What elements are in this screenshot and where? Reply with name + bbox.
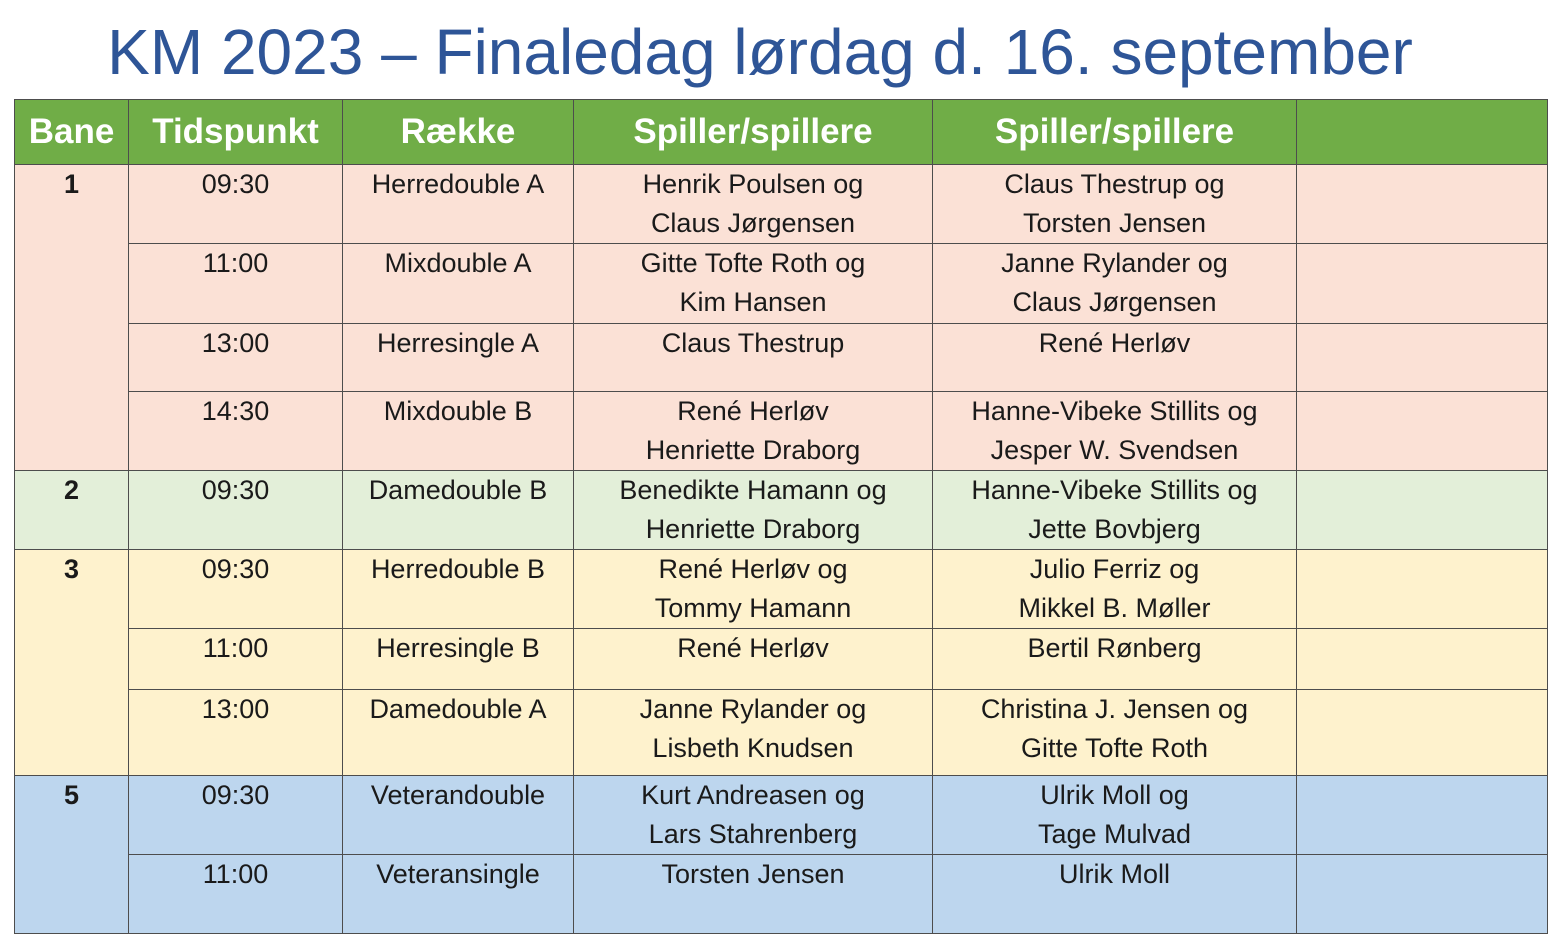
event-cell: Mixdouble B [343, 392, 574, 471]
time-cell: 13:00 [129, 324, 343, 392]
bane-empty-cell [15, 690, 129, 776]
player-line: Henriette Draborg [645, 514, 861, 544]
player-line: Torsten Jensen [1022, 208, 1207, 238]
table-row [15, 776, 1548, 855]
player-line: Julio Ferriz og [1029, 554, 1200, 584]
player-line: Bertil Rønberg [1027, 633, 1202, 663]
player-line: Lisbeth Knudsen [652, 733, 854, 763]
time-cell: 09:30 [129, 776, 343, 855]
player-line: Claus Jørgensen [650, 208, 856, 238]
player-line: Tage Mulvad [1037, 819, 1192, 849]
event-cell: Herredouble A [343, 165, 574, 244]
player1-cell [574, 165, 933, 244]
empty-cell [1297, 629, 1548, 690]
table-row [15, 550, 1548, 629]
time-cell: 11:00 [129, 629, 343, 690]
player-line: Lars Stahrenberg [648, 819, 858, 849]
player2-cell [933, 550, 1297, 629]
player-line: Jesper W. Svendsen [990, 435, 1239, 465]
table-row [15, 855, 1548, 934]
event-cell: Veteransingle [343, 855, 574, 934]
player2-cell [933, 776, 1297, 855]
player-line: Christina J. Jensen og [980, 694, 1249, 724]
player-line: Tommy Hamann [654, 593, 852, 623]
bane-label: 1 [15, 165, 129, 471]
time-cell: 13:00 [129, 690, 343, 776]
player1-cell [574, 244, 933, 324]
empty-cell [1297, 471, 1548, 550]
player1-cell [574, 392, 933, 471]
table-row [15, 629, 1548, 690]
time-cell: 11:00 [129, 855, 343, 934]
player-line: Gitte Tofte Roth [1020, 733, 1209, 763]
player1-cell [574, 690, 933, 776]
page-title: KM 2023 – Finaledag lørdag d. 16. september [107, 16, 1413, 88]
player-line: Claus Jørgensen [1012, 287, 1217, 317]
player-line: Kim Hansen [679, 287, 827, 317]
time-cell: 11:00 [129, 244, 343, 324]
table-row [15, 324, 1548, 392]
event-cell: Herredouble B [343, 550, 574, 629]
player2-cell [933, 629, 1297, 690]
player-line: Janne Rylander og [1001, 248, 1228, 278]
player-line: Janne Rylander og [639, 694, 867, 724]
header-spiller-2: Spiller/spillere [933, 100, 1297, 165]
header-row [15, 100, 1548, 165]
player-line: Hanne-Vibeke Stillits og [971, 475, 1258, 505]
empty-cell [1297, 165, 1548, 244]
empty-cell [1297, 392, 1548, 471]
header-bane: Bane [15, 100, 129, 165]
time-cell: 09:30 [129, 550, 343, 629]
player-line: Henriette Draborg [645, 435, 861, 465]
time-cell: 09:30 [129, 471, 343, 550]
player2-cell [933, 244, 1297, 324]
player-line: René Herløv og [658, 554, 848, 584]
player-line: Ulrik Moll [1059, 859, 1170, 889]
bane-label: 3 [15, 550, 129, 690]
player1-cell [574, 629, 933, 690]
empty-cell [1297, 855, 1548, 934]
player1-cell [574, 550, 933, 629]
empty-cell [1297, 690, 1548, 776]
event-cell: Herresingle B [343, 629, 574, 690]
player1-cell [574, 324, 933, 392]
table-row [15, 690, 1548, 776]
player-line: René Herløv [677, 396, 829, 426]
time-cell: 14:30 [129, 392, 343, 471]
player-line: Mikkel B. Møller [1018, 593, 1211, 623]
player-line: Torsten Jensen [661, 859, 845, 889]
header-tidspunkt: Tidspunkt [129, 100, 343, 165]
table-row [15, 392, 1548, 471]
event-cell: Mixdouble A [343, 244, 574, 324]
player2-cell [933, 471, 1297, 550]
player-line: Benedikte Hamann og [619, 475, 887, 505]
table-row [15, 244, 1548, 324]
bane-label: 5 [15, 776, 129, 934]
header-spiller-1: Spiller/spillere [574, 100, 933, 165]
player-line: Ulrik Moll og [1040, 780, 1189, 810]
player-line: Claus Thestrup [661, 328, 845, 358]
header-empty [1297, 100, 1548, 165]
player-line: René Herløv [1038, 328, 1191, 358]
event-cell: Damedouble B [343, 471, 574, 550]
empty-cell [1297, 550, 1548, 629]
empty-cell [1297, 776, 1548, 855]
player1-cell [574, 776, 933, 855]
player2-cell [933, 324, 1297, 392]
player-line: Hanne-Vibeke Stillits og [971, 396, 1258, 426]
player-line: Gitte Tofte Roth og [640, 248, 866, 278]
event-cell: Veterandouble [343, 776, 574, 855]
player2-cell [933, 855, 1297, 934]
event-cell: Herresingle A [343, 324, 574, 392]
empty-cell [1297, 244, 1548, 324]
player-line: René Herløv [677, 633, 829, 663]
player1-cell [574, 855, 933, 934]
player-line: Claus Thestrup og [1004, 169, 1225, 199]
empty-cell [1297, 324, 1548, 392]
player1-cell [574, 471, 933, 550]
header-raekke: Række [343, 100, 574, 165]
time-cell: 09:30 [129, 165, 343, 244]
table-row [15, 471, 1548, 550]
player2-cell [933, 392, 1297, 471]
player-line: Henrik Poulsen og [642, 169, 864, 199]
schedule-table [14, 99, 1548, 934]
player-line: Jette Bovbjerg [1028, 514, 1201, 544]
player2-cell [933, 165, 1297, 244]
table-row [15, 165, 1548, 244]
player-line: Kurt Andreasen og [641, 780, 865, 810]
bane-label: 2 [15, 471, 129, 550]
event-cell: Damedouble A [343, 690, 574, 776]
player2-cell [933, 690, 1297, 776]
